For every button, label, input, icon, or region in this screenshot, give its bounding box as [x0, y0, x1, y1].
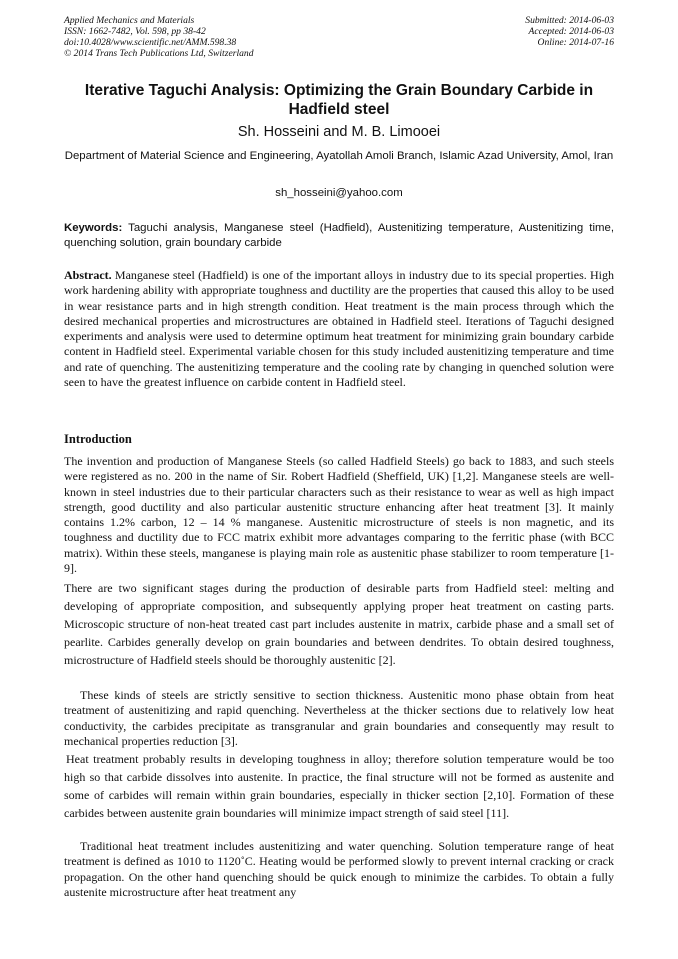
publication-info	[64, 15, 254, 59]
accepted-date: Accepted: 2014-06-03	[528, 26, 614, 37]
abstract-label: Abstract.	[64, 268, 112, 282]
author-affiliation: Department of Material Science and Engineering, Ayatollah Amoli Branch, Islamic Azad University, Amol, Iran	[64, 150, 614, 162]
intro-paragraph: The invention and production of Manganese Steels (so called Hadfield Steels) go back to 1883, and such steels were registered as no. 200 in the name of Sir. Robert Hadfield (Sheffield, UK) [1,2]. Manganese steels are well-known in steel industries due to their particular characters such as their resistance to wear as well as high impact strength, good ductility and also particular austenitic structure enhancing after heat treatment [3]. It mainly contains 1.2% carbon, 12 – 14 % manganese. Austenitic microstructure of steels is non magnetic, and its toughness and ductility due to FCC matrix exhibit more advantages comparing to the ferritic phase (with BCC matrix). Within these steels, manganese is playing main role as austenitic phase stabilizer to room temperature [1-9].	[64, 454, 614, 576]
abstract-text: Manganese steel (Hadfield) is one of the important alloys in industry due to its special properties. High work hardening ability with appropriate toughness and ductility are the properties that caused this alloy to be used in wear resistance parts and in high strength condition. Heat treatment is the main process through which the desired mechanical properties and microstructures are obtained in Hadfield steel. Iterations of Taguchi designed experiments and analysis were used to determine optimum heat treatment for minimizing grain boundary carbide content in Hadfield steel. Experimental variable chosen for this study included austenitizing temperature and time and rate of quenching. The austenitizing temperature and the cooling rate by changing in quenched solution were seen to have the greatest influence on carbide content in Hadfield steel.	[64, 268, 614, 390]
intro-paragraph: There are two significant stages during the production of desirable parts from Hadfield steel: melting and developing of appropriate composition, and subsequently applying proper heat treatment on casting parts. Microscopic structure of non-heat treated cast part includes austenite in matrix, carbide phase and a small set of pearlite. Carbides generally develop on grain boundaries and between dendrites. To obtain desired toughness, microstructure of Hadfield steels should be thoroughly austenitic [2].	[64, 581, 614, 667]
paper-title: Iterative Taguchi Analysis: Optimizing the Grain Boundary Carbide in Hadfield steel	[84, 82, 594, 118]
intro-paragraph: Heat treatment probably results in developing toughness in alloy; therefore solution temperature would be too high so that carbide dissolves into austenite. In practice, the final structure will not be formed as austenite and some of carbides will remain within grain boundaries, especially in thicker section [2,10]. Formation of these carbides between austenite grain boundaries will minimize impact strength of said steel [11].	[64, 752, 614, 820]
section-heading-introduction: Introduction	[64, 432, 132, 446]
doi-line: doi:10.4028/www.scientific.net/AMM.598.38	[64, 37, 237, 48]
intro-paragraph: These kinds of steels are strictly sensitive to section thickness. Austenitic mono phase obtain from heat treatment of austenitizing and rapid quenching. Nevertheless at the thicker sections due to relatively low heat conductivity, the carbides precipitate as transgranular and grain boundaries and consequently may result to mechanical properties reduction [3].	[64, 688, 614, 748]
online-date: Online: 2014-07-16	[537, 37, 614, 48]
issn-line: ISSN: 1662-7482, Vol. 598, pp 38-42	[64, 26, 206, 37]
copyright-line: © 2014 Trans Tech Publications Ltd, Switzerland	[64, 48, 254, 59]
intro-paragraph: Traditional heat treatment includes austenitizing and water quenching. Solution temperature range of heat treatment is defined as 1010 to 1120˚C. Heating would be performed slowly to prevent internal cracking or crack propagation. On the other hand quenching should be quick enough to minimize the carbides. To obtain a fully austenite microstructure after heat treatment any	[64, 839, 614, 899]
author-email: sh_hosseini@yahoo.com	[275, 187, 403, 199]
abstract-section	[64, 268, 614, 390]
submitted-date: Submitted: 2014-06-03	[525, 15, 614, 26]
paper-authors: Sh. Hosseini and M. B. Limooei	[237, 124, 441, 140]
publication-dates	[525, 15, 614, 48]
journal-name: Applied Mechanics and Materials	[64, 15, 195, 26]
keywords-section	[64, 221, 614, 251]
keywords-text: Taguchi analysis, Manganese steel (Hadfield), Austenitizing temperature, Austenitizing time, quenching solution, grain boundary carbide	[64, 222, 614, 249]
keywords-label: Keywords:	[64, 222, 123, 234]
